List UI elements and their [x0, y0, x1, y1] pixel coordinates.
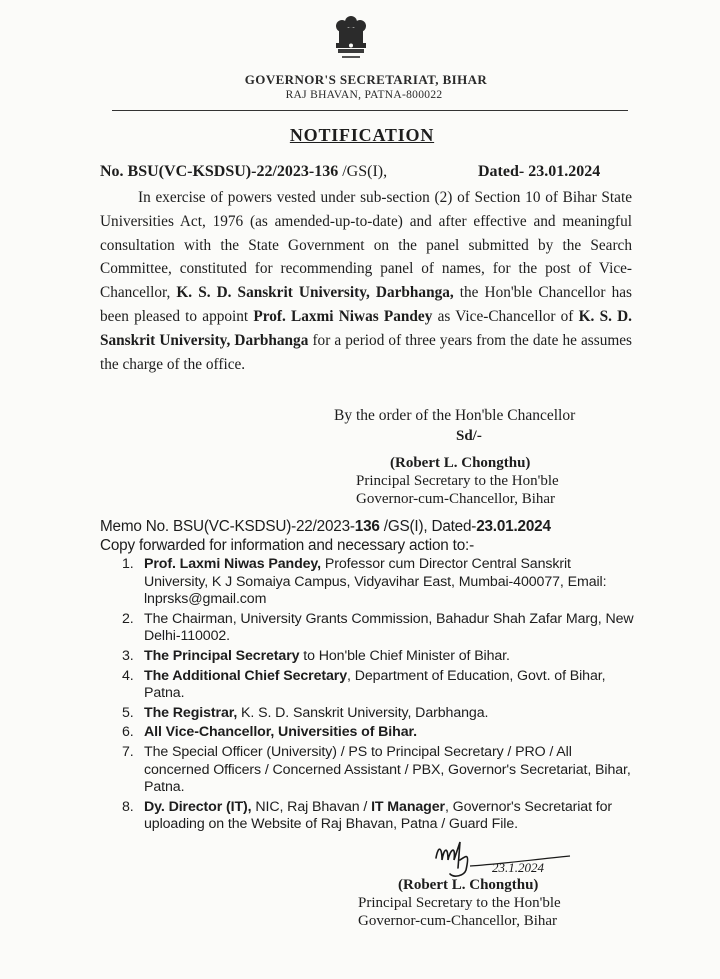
list-item-bold: The Additional Chief Secretary — [144, 667, 348, 684]
memo-mid: /GS(I), Dated- — [383, 518, 477, 535]
list-item-bold: The Registrar, — [144, 704, 238, 721]
copy-forwarded-line: Copy forwarded for information and necessary action to:- — [100, 537, 474, 554]
list-item-text-2: , Governor's Secretariat for uploading on the Website of Raj Bhavan, Patna / Guard File. — [144, 798, 613, 833]
list-item-number: 8. — [122, 798, 134, 815]
signatory-name: (Robert L. Chongthu) — [390, 455, 531, 471]
signatory-block-2 — [358, 876, 561, 930]
list-item — [118, 705, 638, 723]
list-item-text: The Special Officer (University) / PS to Principal Secretary / PRO / All concerned Officers / Concerned Assistant / PBX, Governor's Secretariat, Bihar, Patna. — [144, 743, 631, 796]
signatory-designation-2: Governor-cum-Chancellor, Bihar — [356, 491, 556, 507]
signatory-designation-4: Governor-cum-Chancellor, Bihar — [358, 913, 558, 929]
state-emblem-icon — [330, 14, 372, 64]
notification-date: Dated- 23.01.2024 — [478, 163, 601, 180]
list-item-bold-2: IT Manager — [371, 798, 445, 815]
list-item-number: 7. — [122, 743, 134, 760]
memo-number-line — [100, 517, 551, 536]
list-item — [118, 611, 638, 646]
list-item — [118, 648, 638, 666]
header-divider — [112, 110, 628, 111]
list-item-number: 3. — [122, 647, 134, 664]
notification-body — [100, 186, 632, 376]
list-item-bold: Prof. Laxmi Niwas Pandey, — [144, 556, 322, 572]
university-name: K. S. D. Sanskrit University, Darbhanga, — [176, 284, 454, 302]
signed-mark: Sd/- — [456, 428, 482, 444]
list-item-number: 5. — [122, 704, 134, 721]
office-address: RAJ BHAVAN, PATNA-800022 — [285, 89, 443, 101]
list-item — [118, 744, 638, 797]
ref-no: No. BSU(VC-KSDSU)-22/2023-136 — [100, 163, 339, 180]
list-item-text: The Chairman, University Grants Commission, Bahadur Shah Zafar Marg, New Delhi-110002. — [144, 610, 634, 645]
list-item — [118, 724, 638, 742]
list-item-bold: The Principal Secretary — [144, 647, 300, 664]
list-item-bold: All Vice-Chancellor, Universities of Bihar. — [144, 724, 417, 741]
memo-date: 23.01.2024 — [476, 518, 551, 535]
memo-num: 136 — [354, 518, 380, 535]
body-text-2: the Hon'ble Chancellor has been pleased to appoint — [100, 284, 632, 325]
by-order-line: By the order of the Hon'ble Chancellor — [334, 407, 576, 424]
list-item-text: Professor cum Director Central Sanskrit University, K J Somaiya Campus, Vidyavihar East, Mumbai-400077, Email: lnprsks@gmail.com — [144, 556, 607, 608]
recipient-list — [118, 556, 638, 836]
list-item-number: 6. — [122, 724, 134, 741]
list-item-number: 2. — [122, 610, 134, 627]
ref-suffix: /GS(I), — [342, 163, 388, 180]
list-item-bold: Dy. Director (IT), — [144, 798, 252, 815]
list-item-number: 1. — [122, 556, 134, 572]
reference-number — [100, 163, 387, 181]
list-item-text: to Hon'ble Chief Minister of Bihar. — [299, 647, 510, 664]
appointee-name: Prof. Laxmi Niwas Pandey — [253, 307, 433, 325]
signatory-name-2: (Robert L. Chongthu) — [398, 877, 539, 893]
list-item — [118, 799, 638, 834]
handwritten-date: 23.1.2024 — [492, 860, 544, 875]
signatory-designation-1: Principal Secretary to the Hon'ble — [356, 473, 559, 489]
university-name-2: K. S. D. Sanskrit University, Darbhanga — [100, 307, 632, 349]
body-text-3: as Vice-Chancellor of — [437, 307, 574, 325]
list-item-number: 4. — [122, 667, 134, 684]
memo-prefix: Memo No. BSU(VC-KSDSU)-22/2023- — [100, 518, 355, 535]
list-item-text: , Department of Education, Govt. of Bihar, Patna. — [144, 667, 606, 702]
notification-heading: NOTIFICATION — [289, 125, 435, 145]
list-item-text: NIC, Raj Bhavan / — [251, 798, 372, 815]
list-item — [118, 556, 638, 609]
memo-block — [100, 517, 551, 555]
list-item — [118, 668, 638, 703]
office-title: GOVERNOR'S SECRETARIAT, BIHAR — [244, 72, 488, 87]
body-text-4: for a period of three years from the date he assumes the charge of the office. — [100, 331, 632, 373]
body-text-1: In exercise of powers vested under sub-section (2) of Section 10 of Bihar State Universities Act, 1976 (as amended-up-to-date) and after effective and meaningful consultation with the State Government on the panel submitted by the Search Committee, constituted for recommending panel of names, for the post of Vice-Chancellor, — [100, 189, 632, 302]
signatory-block — [356, 454, 559, 508]
signatory-designation-3: Principal Secretary to the Hon'ble — [358, 895, 561, 911]
list-item-text: K. S. D. Sanskrit University, Darbhanga. — [237, 704, 489, 721]
